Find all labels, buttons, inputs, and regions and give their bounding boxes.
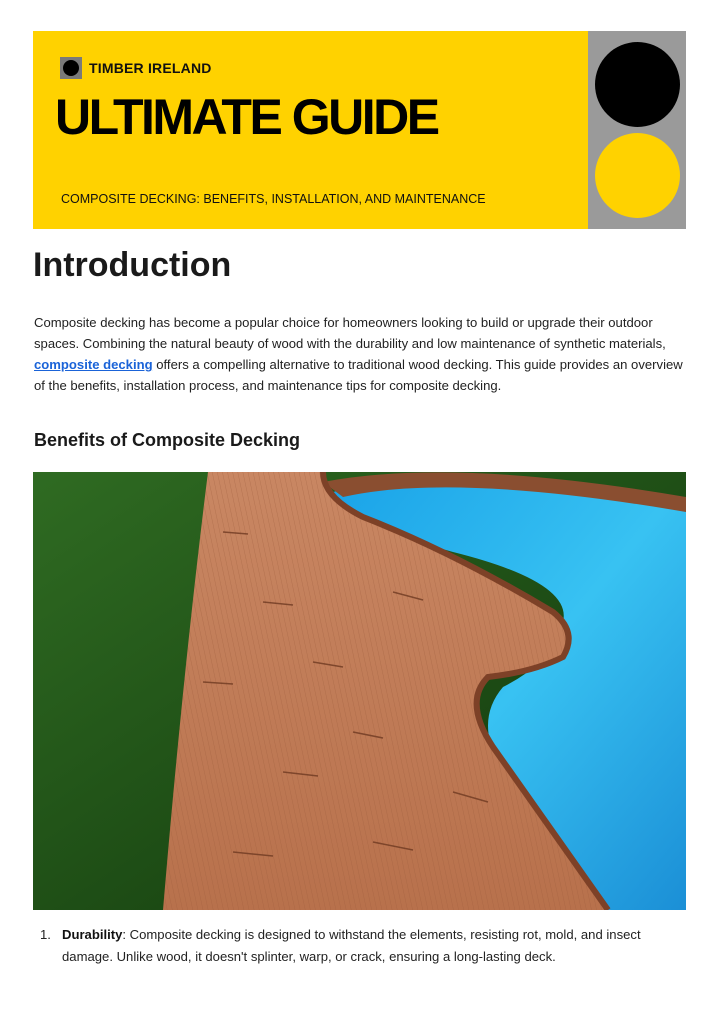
black-circle-decoration (595, 42, 680, 127)
list-item-number: 1. (40, 927, 51, 942)
list-item-text: : Composite decking is designed to withstand the elements, resisting rot, mold, and insect damage. Unlike wood, it doesn't splinter, warp, or crack, ensuring a long-lasting deck. (62, 927, 641, 964)
brand-name: TIMBER IRELAND (89, 60, 212, 76)
list-item (40, 924, 690, 968)
yellow-circle-decoration (595, 133, 680, 218)
intro-text-after: offers a compelling alternative to traditional wood decking. This guide provides an overview of the benefits, installation process, and maintenance tips for composite decking. (34, 357, 683, 393)
guide-subtitle: COMPOSITE DECKING: BENEFITS, INSTALLATION, AND MAINTENANCE (61, 192, 486, 206)
benefits-heading: Benefits of Composite Decking (34, 430, 301, 450)
brand-logo (60, 57, 212, 79)
intro-text-before: Composite decking has become a popular choice for homeowners looking to build or upgrade their outdoor spaces. Combining the natural beauty of wood with the durability and low maintenance of synthetic materials, (34, 315, 666, 351)
composite-decking-link[interactable]: composite decking (34, 357, 153, 372)
pool-deck-photo (33, 472, 686, 910)
benefits-list (40, 924, 690, 968)
brand-icon (60, 57, 82, 79)
list-item-body (62, 924, 690, 968)
list-item-title: Durability (62, 927, 123, 942)
intro-heading: Introduction (33, 246, 232, 284)
guide-title: ULTIMATE GUIDE (55, 89, 438, 145)
intro-paragraph (34, 312, 689, 396)
